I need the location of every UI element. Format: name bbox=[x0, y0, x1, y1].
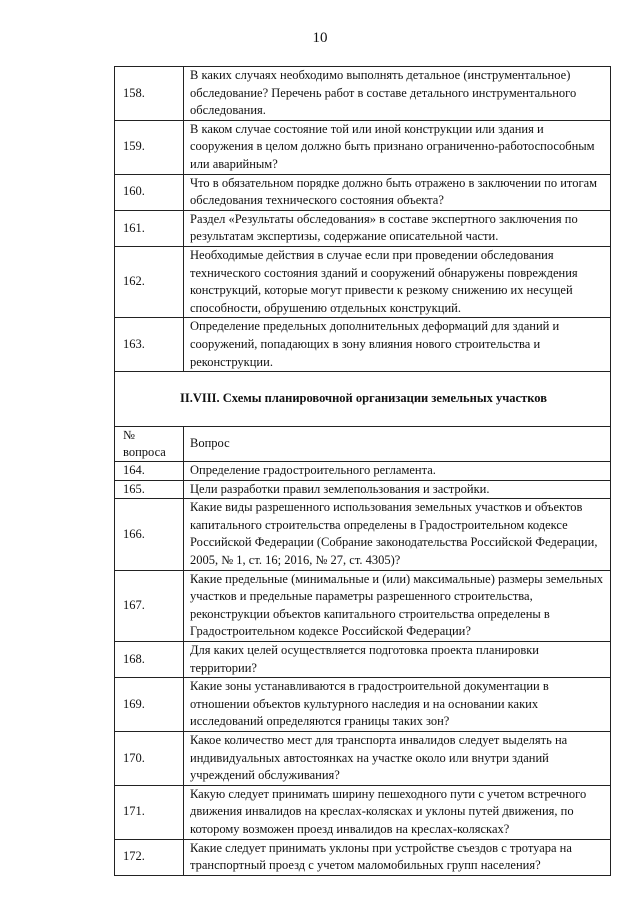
row-question: Какие следует принимать уклоны при устройстве съездов с тротуара на транспортный проезд с учетом маломобильных групп населения? bbox=[184, 839, 611, 875]
row-number: 162. bbox=[115, 246, 184, 317]
page-number: 10 bbox=[312, 30, 328, 46]
table-row bbox=[115, 246, 611, 317]
row-question: В каких случаях необходимо выполнять детальное (инструментальное) обследование? Перечень работ в составе детального инструментального обследования. bbox=[184, 67, 611, 121]
table-row bbox=[115, 785, 611, 839]
column-header-question: Вопрос bbox=[184, 427, 611, 462]
row-question: Раздел «Результаты обследования» в составе экспертного заключения по результатам экспертизы, содержание описательной части. bbox=[184, 210, 611, 246]
column-header-number: № вопроса bbox=[115, 427, 184, 462]
row-question: Какие виды разрешенного использования земельных участков и объектов капитального строительства определены в Градостроительном кодексе Российской Федерации (Собрание законодательства Российской Федерации, 2005, № 1, ст. 16; 2016, № 27, ст. 4305)? bbox=[184, 499, 611, 570]
table-row bbox=[115, 318, 611, 372]
table-row bbox=[115, 678, 611, 732]
row-question: Какое количество мест для транспорта инвалидов следует выделять на индивидуальных автостоянках на участке около или внутри зданий учреждений обслуживания? bbox=[184, 732, 611, 786]
row-number: 160. bbox=[115, 174, 184, 210]
table-row bbox=[115, 732, 611, 786]
row-number: 168. bbox=[115, 642, 184, 678]
table-header-row bbox=[115, 427, 611, 462]
row-question: Какую следует принимать ширину пешеходного пути с учетом встречного движения инвалидов на креслах-колясках и уклоны путей движения, по которому возможен проезд инвалидов на креслах-колясках? bbox=[184, 785, 611, 839]
row-question: В каком случае состояние той или иной конструкции или здания и сооружения в целом должно быть признано ограниченно-работоспособным или аварийным? bbox=[184, 120, 611, 174]
section-row bbox=[115, 372, 611, 427]
row-number: 169. bbox=[115, 678, 184, 732]
row-question: Цели разработки правил землепользования и застройки. bbox=[184, 480, 611, 499]
row-number: 158. bbox=[115, 67, 184, 121]
row-question: Определение предельных дополнительных деформаций для зданий и сооружений, попадающих в зону влияния нового строительства и реконструкции. bbox=[184, 318, 611, 372]
row-number: 159. bbox=[115, 120, 184, 174]
table-row bbox=[115, 480, 611, 499]
row-number: 161. bbox=[115, 210, 184, 246]
table-row bbox=[115, 67, 611, 121]
section-title: II.VIII. Схемы планировочной организации земельных участков bbox=[115, 372, 611, 427]
table-row bbox=[115, 570, 611, 641]
row-question: Какие предельные (минимальные и (или) максимальные) размеры земельных участков и предельные параметры разрешенного строительства, реконструкции объектов капитального строительства определены в Градостроительном кодексе Российской Федерации? bbox=[184, 570, 611, 641]
row-number: 171. bbox=[115, 785, 184, 839]
row-question: Для каких целей осуществляется подготовка проекта планировки территории? bbox=[184, 642, 611, 678]
row-number: 170. bbox=[115, 732, 184, 786]
row-number: 165. bbox=[115, 480, 184, 499]
row-number: 166. bbox=[115, 499, 184, 570]
row-question: Необходимые действия в случае если при проведении обследования технического состояния зданий и сооружений обнаружены повреждения конструкций, которые могут привести к резкому снижению их несущей способности, обрушению отдельных конструкций. bbox=[184, 246, 611, 317]
row-number: 163. bbox=[115, 318, 184, 372]
table-row bbox=[115, 642, 611, 678]
row-number: 164. bbox=[115, 462, 184, 481]
table-row bbox=[115, 210, 611, 246]
row-number: 172. bbox=[115, 839, 184, 875]
row-question: Что в обязательном порядке должно быть отражено в заключении по итогам обследования технического состояния объекта? bbox=[184, 174, 611, 210]
table-row bbox=[115, 839, 611, 875]
table-row bbox=[115, 462, 611, 481]
row-question: Какие зоны устанавливаются в градостроительной документации в отношении объектов культурного наследия и на основании каких исследований определяются границы таких зон? bbox=[184, 678, 611, 732]
questions-table bbox=[114, 66, 611, 876]
table-row bbox=[115, 499, 611, 570]
table-row bbox=[115, 174, 611, 210]
row-number: 167. bbox=[115, 570, 184, 641]
table-row bbox=[115, 120, 611, 174]
row-question: Определение градостроительного регламента. bbox=[184, 462, 611, 481]
